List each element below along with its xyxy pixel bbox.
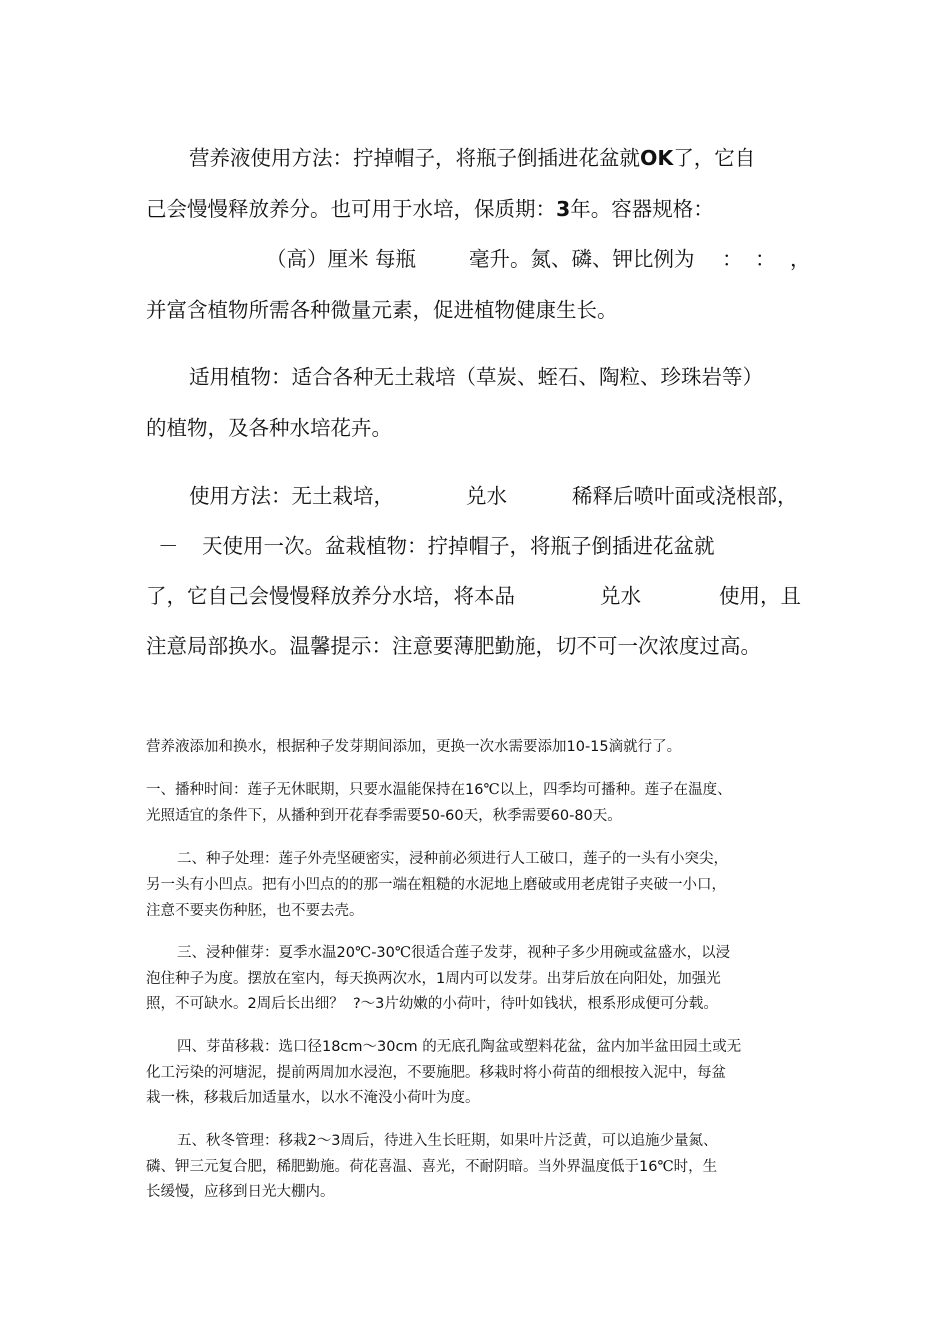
text: 的植物，及各种水培花卉。 — [146, 416, 392, 440]
top-paragraph-3-line-2a — [158, 529, 179, 559]
text-number: 16 — [639, 1159, 658, 1175]
top-paragraph-3-line-1a — [189, 479, 394, 509]
section-3-line-3 — [146, 992, 718, 1013]
bottom-intro — [146, 735, 681, 756]
text: 稀释后喷叶面或浇根部， — [572, 484, 798, 508]
top-paragraph-1-line-3f — [790, 242, 811, 272]
text: 天使用一次。盆栽植物：拧掉帽子，将瓶子倒插进花盆就 — [202, 534, 715, 558]
text: ℃很适合莲子发芽，视种子多少用碗或盆盛水，以浸 — [394, 945, 731, 961]
text: 注意不要夹伤种胚，也不要去壳。 — [146, 903, 364, 919]
section-1-line-2 — [146, 804, 622, 825]
text: 磷、钾三元复合肥，稀肥勤施。荷花喜温、喜光，不耐阴暗。当外界温度低于 — [146, 1159, 639, 1175]
text-number: 18cm～30cm — [322, 1039, 418, 1055]
text: 三、浸种催芽：夏季水温 — [177, 945, 337, 961]
text: 周后，待进入生长旺期，如果叶片泛黄，可以追施少量氮、 — [340, 1133, 718, 1149]
text: ： — [722, 247, 743, 271]
text: 年。容器规格： — [570, 197, 714, 221]
text: 兑水 — [600, 584, 641, 608]
text: 栽一株，移栽后加适量水，以水不淹没小荷叶为度。 — [146, 1090, 480, 1106]
text: ℃时，生 — [657, 1159, 718, 1175]
text: 周内可以发芽。出芽后放在向阳处，加强光 — [445, 971, 721, 987]
text: 光照适宜的条件下，从播种到开花春季需要 — [146, 808, 422, 824]
text: 适用植物：适合各种无土栽培（草炭、蛭石、陶粒、珍珠岩等） — [189, 365, 763, 389]
top-paragraph-1-line-2 — [146, 192, 714, 222]
text: 照，不可缺水。 — [146, 996, 248, 1012]
text-number: 3 — [556, 197, 571, 221]
text: 四、芽苗移栽：选口径 — [177, 1039, 322, 1055]
text: 天。 — [592, 808, 622, 824]
top-paragraph-3-line-1c — [572, 479, 798, 509]
top-paragraph-3-line-1b — [466, 479, 507, 509]
section-3-line-1 — [177, 941, 730, 962]
text-number: ?～3 — [352, 996, 385, 1012]
text: 了，它自己会慢慢释放养分水培，将本品 — [146, 584, 515, 608]
text: 己会慢慢释放养分。也可用于水培，保质期： — [146, 197, 556, 221]
text: 泡住种子为度。摆放在室内，每天换两次水， — [146, 971, 436, 987]
text: 并富含植物所需各种微量元素，促进植物健康生长。 — [146, 298, 618, 322]
top-paragraph-1-line-1 — [189, 141, 755, 171]
text: 片幼嫩的小荷叶，待叶如钱状，根系形成便可分载。 — [384, 996, 718, 1012]
top-paragraph-1-line-3b — [375, 242, 416, 272]
text: 长缓慢，应移到日光大棚内。 — [146, 1184, 335, 1200]
top-paragraph-3-line-4 — [146, 629, 761, 659]
text: 了，它自 — [673, 146, 756, 170]
text: 周后长出细？ — [256, 996, 344, 1012]
top-paragraph-1-line-3 — [266, 242, 369, 272]
text: 一、播种时间：莲子无休眠期，只要水温能保持在 — [146, 782, 465, 798]
text: 毫升。氮、磷、钾比例为 — [469, 247, 695, 271]
text: 每瓶 — [375, 247, 416, 271]
section-4-line-1 — [177, 1035, 741, 1056]
text-number: 50-60 — [421, 808, 464, 824]
text: 滴就行了。 — [608, 739, 682, 755]
top-paragraph-1-line-4 — [146, 293, 618, 323]
top-paragraph-1-line-3e — [755, 242, 776, 272]
top-paragraph-1-line-3c — [469, 242, 695, 272]
section-5-line-2 — [146, 1155, 717, 1176]
section-2-line-1 — [177, 847, 728, 868]
text: 兑水 — [466, 484, 507, 508]
text-number: 1 — [436, 971, 446, 987]
section-1-line-1 — [146, 778, 732, 799]
top-paragraph-2-line-2 — [146, 411, 392, 441]
text: （高）厘米 — [266, 247, 369, 271]
section-2-line-2 — [146, 873, 726, 894]
text: 天，秋季需要 — [463, 808, 551, 824]
section-2-line-3 — [146, 899, 364, 920]
text: 另一头有小凹点。把有小凹点的的那一端在粗糙的水泥地上磨破或用老虎钳子夹破一小口， — [146, 877, 726, 893]
text-number: 20 — [336, 945, 355, 961]
top-paragraph-3-line-3b — [600, 579, 641, 609]
top-paragraph-3-line-3a — [146, 579, 515, 609]
text: 使用方法：无土栽培， — [189, 484, 394, 508]
section-4-line-2 — [146, 1061, 726, 1082]
text: ℃以上，四季均可播种。莲子在温度、 — [483, 782, 732, 798]
text: 五、秋冬管理：移栽 — [177, 1133, 308, 1149]
text: 二、种子处理：莲子外壳坚硬密实，浸种前必须进行人工破口，莲子的一头有小突尖， — [177, 851, 728, 867]
top-paragraph-3-line-3c — [719, 579, 801, 609]
section-3-line-2 — [146, 967, 721, 988]
text-number: 60-80 — [550, 808, 593, 824]
text: 化工污染的河塘泥，提前两周加水浸泡，不要施肥。移栽时将小荷苗的细根按入泥中，每盆 — [146, 1065, 726, 1081]
section-5-line-3 — [146, 1180, 335, 1201]
text-number: 2 — [247, 996, 257, 1012]
text: ， — [790, 247, 811, 271]
top-paragraph-3-line-2b — [202, 529, 715, 559]
text: 营养液使用方法：拧掉帽子，将瓶子倒插进花盆就 — [189, 146, 640, 170]
text: ： — [755, 247, 776, 271]
section-4-line-3 — [146, 1086, 480, 1107]
text: 营养液添加和换水，根据种子发芽期间添加，更换一次水需要添加 — [146, 739, 567, 755]
text: 的无底孔陶盆或塑料花盆，盆内加半盆田园土或无 — [422, 1039, 742, 1055]
text-number: 10-15 — [566, 739, 609, 755]
top-paragraph-2-line-1 — [189, 360, 763, 390]
text: － — [158, 534, 179, 558]
text-number: 2～3 — [307, 1133, 341, 1149]
section-5-line-1 — [177, 1129, 717, 1150]
text: 注意局部换水。温馨提示：注意要薄肥勤施，切不可一次浓度过高。 — [146, 634, 761, 658]
text: ℃ — [354, 945, 372, 961]
text: 使用，且 — [719, 584, 801, 608]
text-number: 16 — [465, 782, 484, 798]
top-paragraph-1-line-3d — [722, 242, 743, 272]
text-ok: OK — [640, 146, 674, 170]
text-number: -30 — [371, 945, 395, 961]
